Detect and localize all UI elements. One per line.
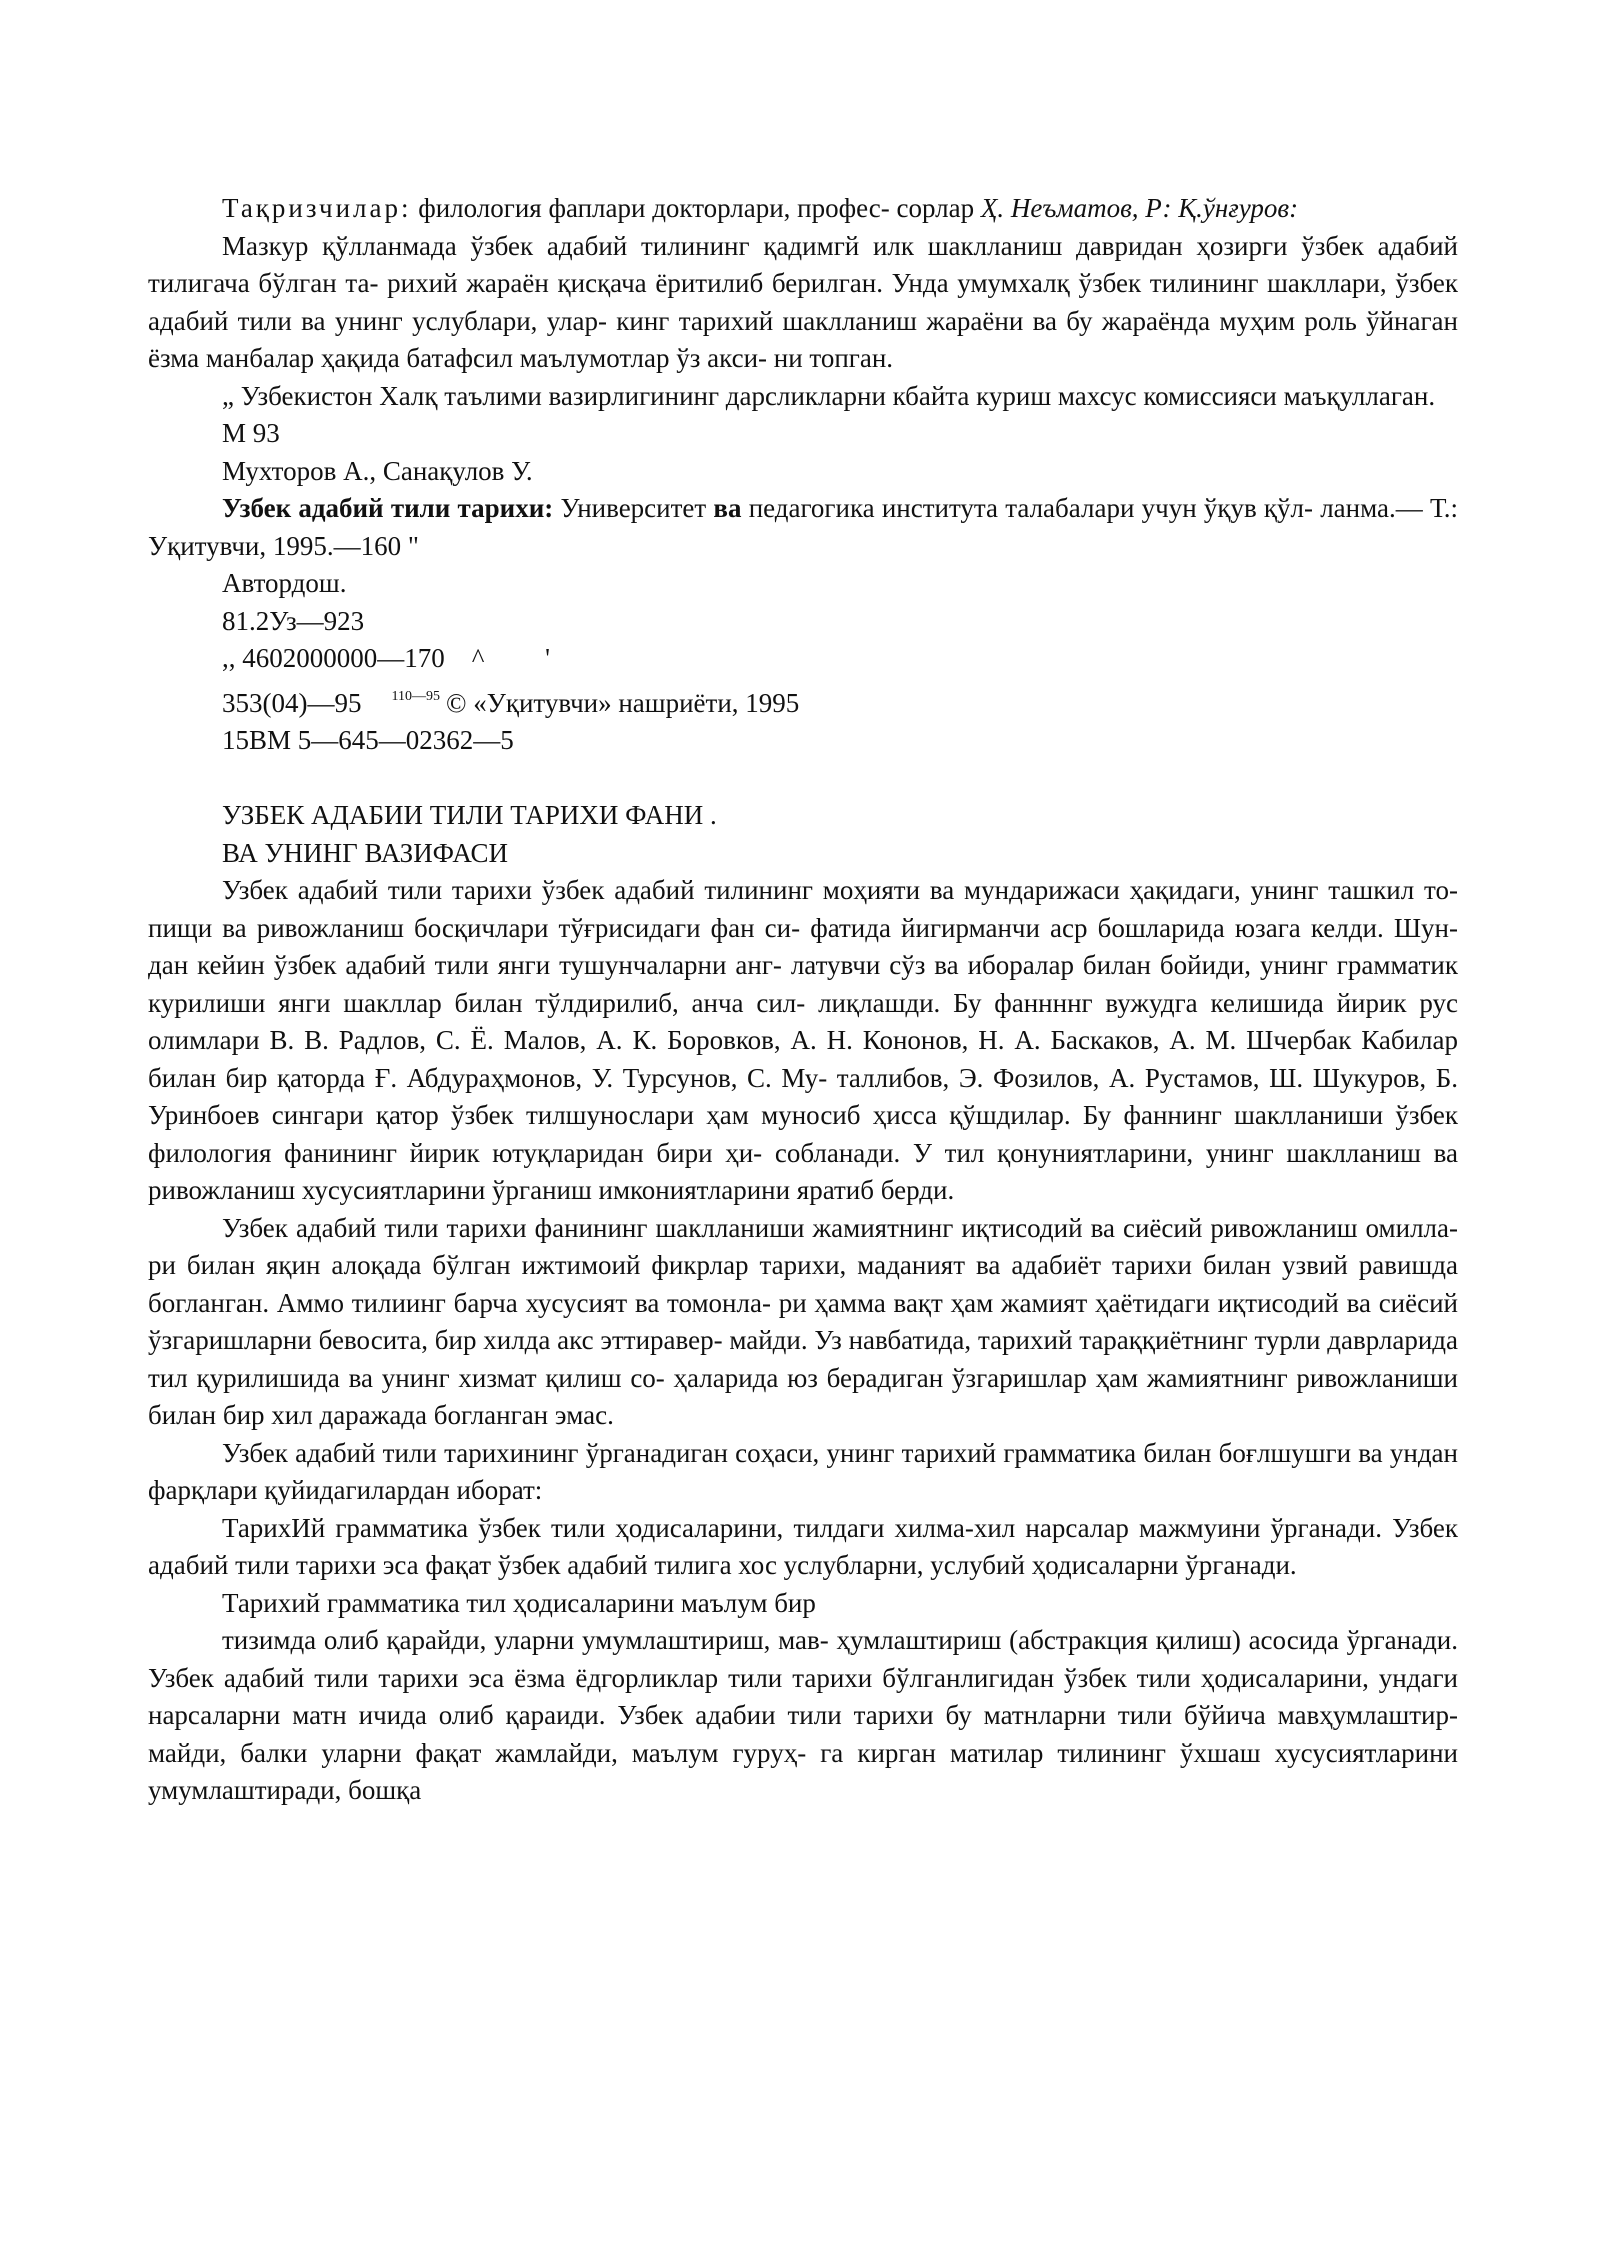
spacer: [148, 760, 1458, 798]
reviewers-line: [148, 190, 1458, 228]
annotation-paragraph: Мазкур қўлланмада ўзбек адабий тилининг қадимгй илк шаклланиш давридан ҳозирги ўзбек адабий тилигача бўлган та- рихий жараён қисқача ёритилиб берилган. Унда умумхалқ ўзбек тилининг шакллари, ўзбек адабий тили ва унинг услублари, улар- кинг тарихий шаклланиш жараёни ва бу жараёнда муҳим роль ўйнаган ёзма манбалар ҳақида батафсил маълумотлар ўз акси- ни топган.: [148, 230, 1458, 373]
biblio-desc-b: педагогика института талабалари учун ўқув қўл- ланма.— Т.: Уқитувчи, 1995.—160 ": [148, 493, 1458, 561]
body-paragraph-3: Узбек адабий тили тарихининг ўрганадиган соҳаси, унинг тарихий грамматика билан боғлшушги ва ундан фарқлари қуйидагилардан иборат:: [148, 1437, 1458, 1505]
body-paragraph-4: ТарихИй грамматика ўзбек тили ҳодисаларини, тилдаги хилма-хил нарсалар мажмуини ўрганади. Узбек адабий тили тарихи эса фақат ўзбек адабий тилига хос услубларни, услубий ҳодисаларни ўрганади.: [148, 1512, 1458, 1580]
document-page: [148, 190, 1458, 1810]
biblio-desc-va: ва: [713, 493, 742, 523]
biblio-title-line: [148, 490, 1458, 565]
biblio-index-line: ,, 4602000000—170 ^ ': [222, 643, 551, 673]
biblio-title: Узбек адабий тили тарихи:: [222, 493, 554, 523]
chapter-heading-line1: УЗБЕК АДАБИИ ТИЛИ ТАРИХИ ФАНИ .: [222, 800, 717, 830]
biblio-udc: 81.2Уз—923: [222, 605, 365, 636]
biblio-code: М 93: [222, 418, 280, 448]
body-paragraph-6: тизимда олиб қарайди, уларни умумлаштириш, мав- ҳумлаштириш (абстракция қилиш) асосида ўрганади. Узбек адабий тили тарихи эса ёзма ёдгорликлар тили тарихи бўлганлигидан ўзбек тили ҳодисаларини, ундаги нарсаларни матн ичида олиб қараиди. Узбек адабии тили тарихи бу матнларни тили бўйича мавҳумлаштир- майди, балки уларни фақат жамлайди, маълум гуруҳ- га кирган матилар тилининг ўхшаш хусусиятларини умумлаштиради, бошқа: [148, 1625, 1458, 1805]
body-paragraph-5: Тарихий грамматика тил ҳодисаларини маълум бир: [222, 1587, 816, 1618]
chapter-heading-line2: ВА УНИНГ ВАЗИФАСИ: [222, 837, 508, 868]
biblio-copyright: © «Уқитувчи» нашриёти, 1995: [445, 687, 800, 718]
reviewers-text: филология фаплари докторлари, профес- сорлар: [411, 193, 981, 223]
biblio-num-line: [148, 678, 1458, 723]
reviewers-names: Ҳ. Неъматов, Р: Қ.ўнғуров:: [980, 193, 1299, 223]
biblio-isbn: 15ВМ 5—645—02362—5: [222, 725, 514, 755]
body-paragraph-1: Узбек адабий тили тарихи ўзбек адабий тилининг моҳияти ва мундарижаси ҳақидаги, унинг ташкил то- пищи ва ривожланиш босқичлари тўғрисидаги фан си- фатида йигирманчи аср бошларида юзага келди. Шун- дан кейин ўзбек адабий тили янги тушунчаларни анг- латувчи сўз ва иборалар билан бойиди, унинг грамматик курилиши янги шакллар билан тўлдирилиб, анча сил- лиқлашди. Бу фаннннг вужудга келишида йирик рус олимлари В. В. Радлов, С. Ё. Малов, А. К. Боровков, А. Н. Кононов, Н. А. Баскаков, А. М. Шчербак Кабилар билан бир қаторда Ғ. Абдураҳмонов, У. Турсунов, С. Му- таллибов, Э. Фозилов, А. Рустамов, Ш. Шукуров, Б. Уринбоев сингари қатор ўзбек тилшунослари ҳам муносиб ҳисса қўшдилар. Бу фаннинг шаклланиши ўзбек филология фанининг йирик ютуқларидан бири ҳи- собланади. У тил қонуниятларини, унинг шаклланиш ва ривожланиш хусусиятларини ўрганиш имкониятларини яратиб берди.: [148, 875, 1458, 1205]
biblio-num: 353(04)—95: [222, 687, 362, 718]
body-paragraph-2: Узбек адабий тили тарихи фанининг шаклланиши жамиятнинг иқтисодий ва сиёсий ривожланиш омилла- ри билан яқин алоқада бўлган ижтимоий фикрлар тарихи, маданият ва адабиёт тарихи билан узвий равишда богланган. Аммо тилиинг барча хусусият ва томонла- ри ҳамма вақт ҳам жамият ҳаётидаги иқтисодий ва сиёсий ўзгаришларни бевосита, бир хилда акс эттиравер- майди. Уз навбатида, тарихий тараққиётнинг турли даврларида тил қурилишида ва унинг хизмат қилиш со- ҳаларида юз берадиган ўзгаришлар ҳам жамиятнинг ривожланиши билан бир хил даражада богланган эмас.: [148, 1212, 1458, 1430]
biblio-desc-a: Университет: [553, 493, 714, 523]
biblio-authors: Мухторов А., Санақулов У.: [222, 455, 533, 486]
biblio-sup: 110—95: [391, 688, 440, 704]
approval-paragraph: „ Узбекистон Халқ таълими вазирлигининг дарсликларни кбайта куриш махсус комиссияси маъқуллаган.: [222, 380, 1436, 411]
biblio-extra: Автордош.: [222, 568, 347, 598]
reviewers-label: Тақризчилар:: [222, 193, 412, 223]
